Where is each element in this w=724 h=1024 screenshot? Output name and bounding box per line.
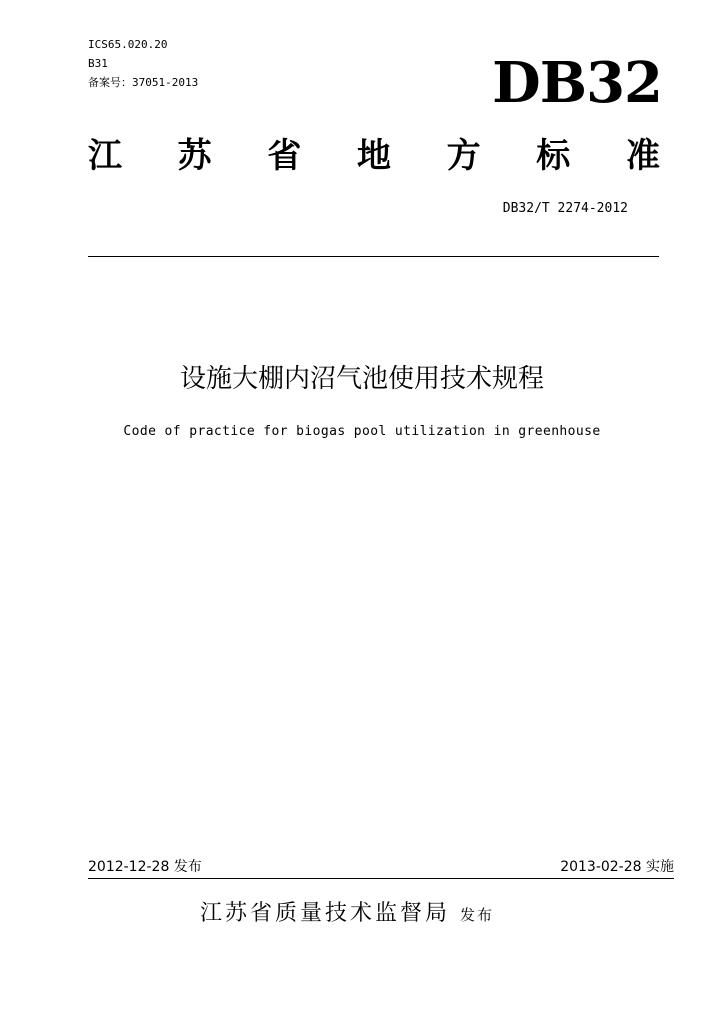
heading-char: 准 [625, 136, 660, 176]
standard-logo: DB32 [492, 50, 662, 116]
ics-code: ICS65.020.20 [88, 38, 168, 51]
title-english: Code of practice for biogas pool utilization in greenhouse [123, 424, 601, 439]
footer-divider [88, 878, 674, 879]
title-chinese: 设施大棚内沼气池使用技术规程 [179, 364, 544, 394]
implementation-date: 2013-02-28 实施 [560, 859, 674, 875]
standard-number: DB32/T 2274-2012 [502, 201, 628, 216]
heading-char: 江 [88, 136, 122, 176]
heading-char: 标 [536, 136, 571, 176]
record-number: 备案号：37051-2013 [88, 76, 199, 89]
heading-char: 地 [356, 136, 391, 176]
heading-char: 苏 [177, 136, 212, 176]
heading-char: 省 [267, 136, 302, 176]
publisher-name: 江苏省质量技术监督局 [200, 901, 451, 926]
publisher-suffix: 发布 [460, 906, 495, 924]
standard-type-heading [88, 128, 660, 177]
publisher-line [200, 896, 494, 927]
issue-date: 2012-12-28 发布 [88, 859, 202, 875]
heading-char: 方 [446, 136, 481, 176]
header-divider [88, 256, 659, 257]
ccs-code: B31 [88, 57, 108, 70]
